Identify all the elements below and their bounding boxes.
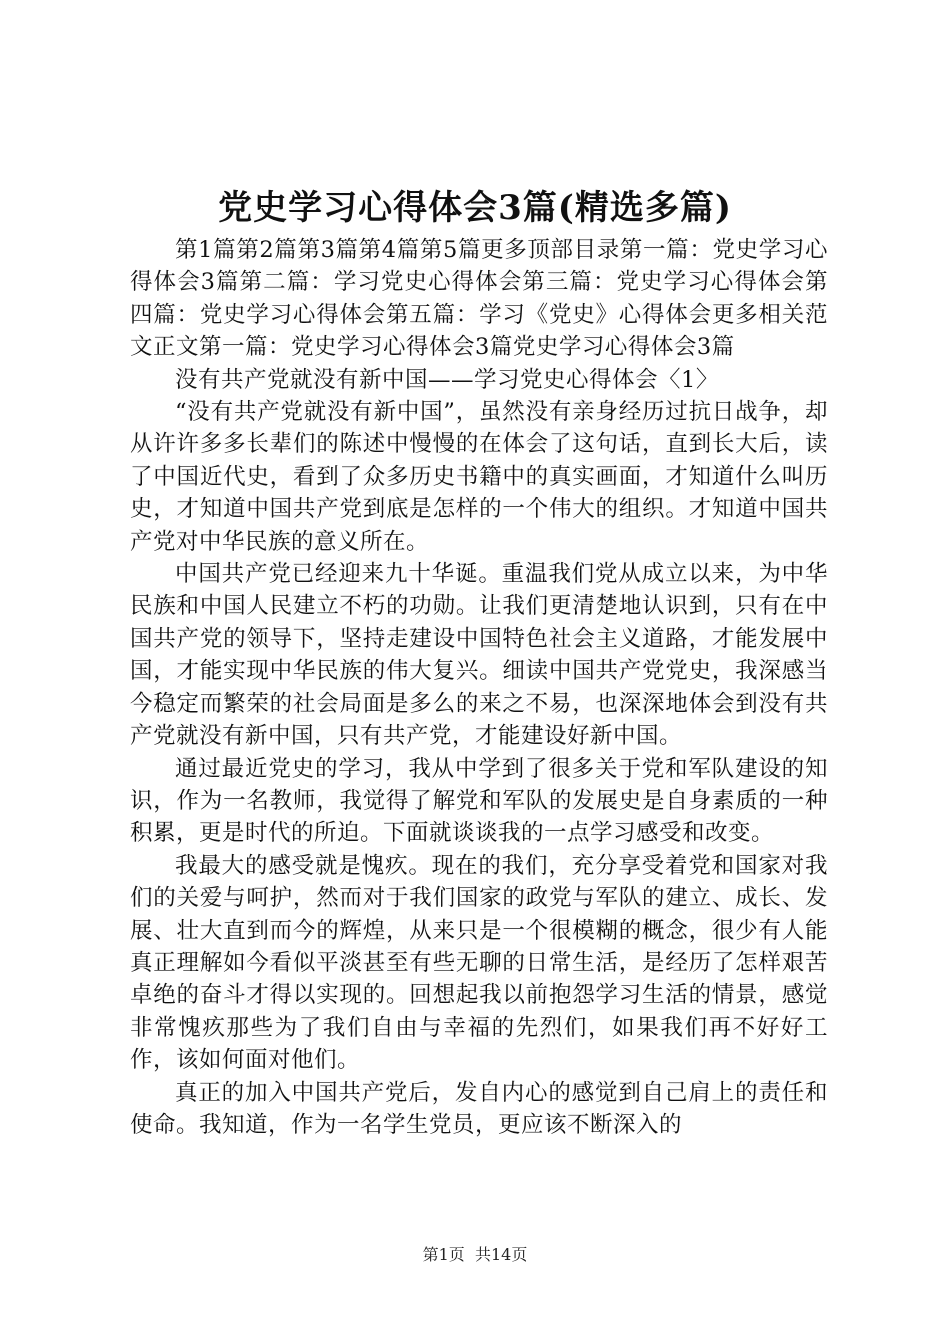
paragraph: 中国共产党已经迎来九十华诞。重温我们党从成立以来，为中华民族和中国人民建立不朽的功勋。让我们更清楚地认识到，只有在中国共产党的领导下，坚持走建设中国特色社会主义道路，才能发展中国，才能实现中华民族的伟大复兴。细读中国共产党党史，我深感当今稳定而繁荣的社会局面是多么的来之不易，也深深地体会到没有共产党就没有新中国，只有共产党，才能建设好新中国。 [130, 561, 828, 750]
paragraph-subtitle: 没有共产党就没有新中国——学习党史心得体会〈1〉 [175, 366, 719, 393]
paragraph: 我最大的感受就是愧疚。现在的我们，充分享受着党和国家对我们的关爱与呵护，然而对于我们国家的政党与军队的建立、成长、发展、壮大直到而今的辉煌，从来只是一个很模糊的概念，很少有人能真正理解如今看似平淡甚至有些无聊的日常生活，是经历了怎样艰苦卓绝的奋斗才得以实现的。回想起我以前抱怨学习生活的情景，感觉非常愧疚那些为了我们自由与幸福的先烈们，如果我们再不好好工作，该如何面对他们。 [130, 852, 828, 1074]
page-number: 第1页 [422, 1245, 465, 1264]
page-total: 共14页 [474, 1245, 528, 1264]
paragraph-toc: 第1篇第2篇第3篇第4篇第5篇更多顶部目录第一篇：党史学习心得体会3篇第二篇：学习党史心得体会第三篇：党史学习心得体会第四篇：党史学习心得体会第五篇：学习《党史》心得体会更多相关范文正文第一篇：党史学习心得体会3篇党史学习心得体会3篇 [130, 237, 828, 361]
document-body [130, 234, 828, 1141]
paragraph: 真正的加入中国共产党后，发自内心的感觉到自己肩上的责任和使命。我知道，作为一名学生党员，更应该不断深入的 [130, 1079, 828, 1138]
paragraph: “没有共产党就没有新中国”，虽然没有亲身经历过抗日战争，却从许许多多长辈们的陈述中慢慢的在体会了这句话，直到长大后，读了中国近代史，看到了众多历史书籍中的真实画面，才知道什么叫历史，才知道中国共产党到底是怎样的一个伟大的组织。才知道中国共产党对中华民族的意义所在。 [130, 399, 828, 555]
paragraph: 通过最近党史的学习，我从中学到了很多关于党和军队建设的知识，作为一名教师，我觉得了解党和军队的发展史是自身素质的一种积累，更是时代的所迫。下面就谈谈我的一点学习感受和改变。 [130, 755, 828, 847]
page-footer [0, 1244, 950, 1266]
document-title: 党史学习心得体会3篇(精选多篇) [218, 188, 732, 228]
footer-spacer [465, 1245, 475, 1264]
